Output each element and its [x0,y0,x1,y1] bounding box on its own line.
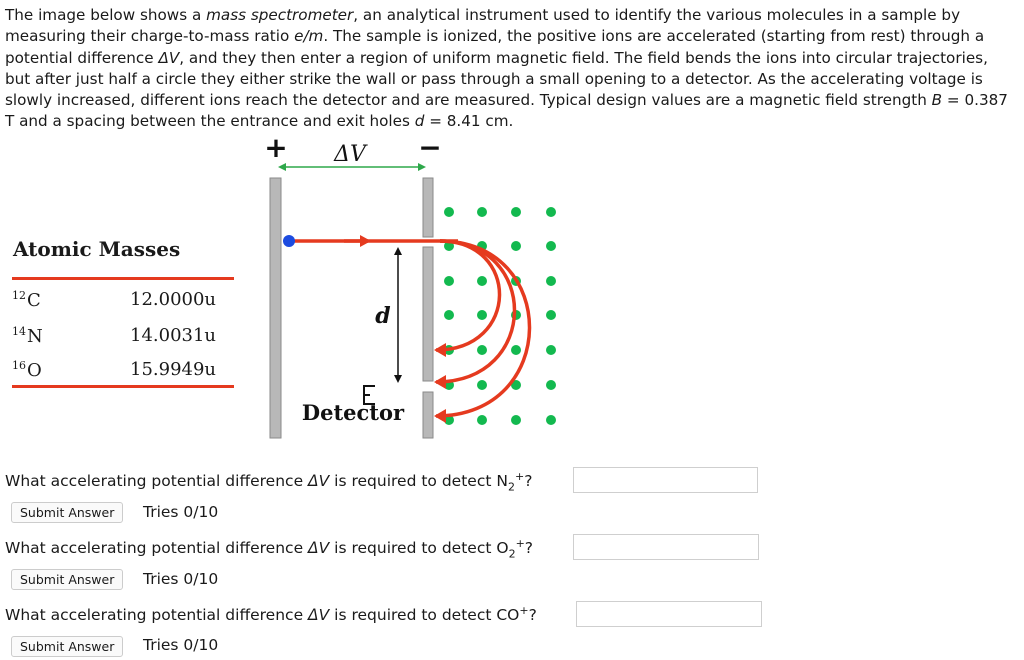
question-2-tries: Tries 0/10 [143,570,219,588]
question-3-tries: Tries 0/10 [143,636,219,654]
plus-terminal-label: + [264,131,288,164]
question-3-answer-input[interactable] [576,601,762,627]
question-2-submit-button[interactable]: Submit Answer [11,569,123,590]
ion-particle [283,235,295,247]
term-b: B [931,91,943,110]
term-e-over-m: e/m [294,27,324,46]
question-3-submit-button[interactable]: Submit Answer [11,636,123,657]
isotope-symbol: $^{14}$N [12,325,43,347]
negative-plate-lower [423,392,433,438]
isotope-symbol: $^{16}$O [12,359,42,381]
question-3-text: What accelerating potential difference ΔV is required to detect CO+? [5,604,537,625]
term-d: d [414,112,425,131]
question-2-answer-input[interactable] [573,534,759,560]
question-1-answer-input[interactable] [573,467,758,493]
mass-row-nitrogen [12,325,252,351]
mass-value: 14.0031u [130,325,217,346]
d-label: d [375,303,391,329]
isotope-symbol: $^{12}$C [12,289,41,311]
delta-v-label: ΔV [334,142,366,167]
question-1-submit-button[interactable]: Submit Answer [11,502,123,523]
negative-plate-middle [423,247,433,381]
question-1-text: What accelerating potential difference ΔV is required to detect $N_2^+$? [5,470,533,494]
term-mass-spectrometer: mass spectrometer [206,6,354,24]
positive-plate [270,178,281,438]
mass-value: 15.9949u [130,359,217,380]
mass-row-carbon [12,289,252,315]
problem-statement: The image below shows a mass spectrometer, an analytical instrument used to identify the various molecules in a sample by measuring their charge-to-mass ratio e/m. The sample is ionized, the positive ions are accelerated (starting from rest) through a potential difference ΔV, and they then enter a region of uniform magnetic field. The field bends the ions into circular trajectories, but after just half a circle they either strike the wall or pass through a small opening to a detector. As the accelerating voltage is slowly increased, different ions reach the detector and are measured. Typical design values are a magnetic field strength B = 0.387 T and a spacing between the entrance and exit holes d = 8.41 cm. [5,6,1008,131]
term-delta-v: ΔV [158,48,180,67]
negative-plate-upper [423,178,433,237]
question-1-tries: Tries 0/10 [143,503,219,521]
mass-row-oxygen [12,359,252,385]
mass-value: 12.0000u [130,289,217,310]
trajectory-arrowheads [434,343,446,423]
minus-terminal-label: − [418,131,442,164]
question-2-text: What accelerating potential difference ΔV is required to detect $O_2^+$? [5,537,534,561]
atomic-masses-title: Atomic Masses [13,237,181,261]
detector-label: Detector [301,400,405,425]
masses-bottom-rule [12,385,234,388]
masses-top-rule [12,277,234,280]
